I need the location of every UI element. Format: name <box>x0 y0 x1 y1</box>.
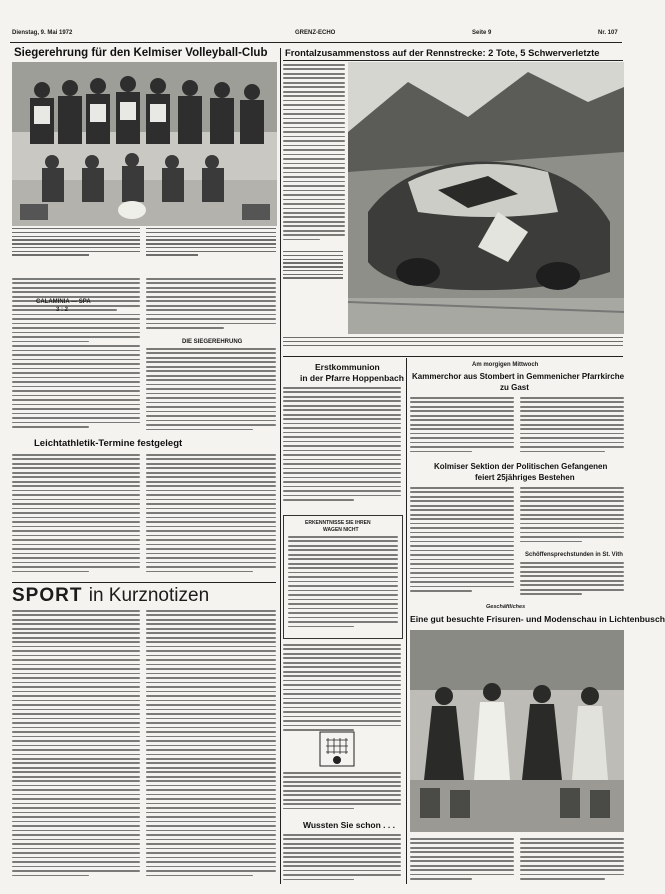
erstkommunion-headline-2: in der Pfarre Hoppenbach <box>300 373 404 383</box>
schoffen-headline: Schöffensprechstunden in St. Vith <box>525 552 623 558</box>
kammerchor-text-col-2 <box>520 397 624 459</box>
sport-headline-part-b: in Kurznotizen <box>88 585 210 606</box>
header-page: Seite 9 <box>472 30 492 36</box>
column-divider <box>280 48 281 884</box>
geschaeft-headline: Eine gut besuchte Frisuren- und Modenschau in Lichtenbusch <box>410 614 665 624</box>
erstkommunion-headline-1: Erstkommunion <box>315 362 380 372</box>
header-rule <box>10 42 622 43</box>
wagen-notice-title-1: ERKENNTNISSE SIE IHREN <box>305 520 371 526</box>
geschaeft-text-col-1 <box>410 838 514 888</box>
leichtathletik-headline: Leichtathletik-Termine festgelegt <box>34 438 183 449</box>
sport-text-col-1 <box>12 610 140 882</box>
kammerchor-headline-2: zu Gast <box>500 383 529 392</box>
frontal-rule <box>283 60 623 61</box>
wagen-notice-title-2: WAGEN NICHT <box>323 527 359 533</box>
frontal-photo-caption <box>283 337 623 351</box>
volleyball-text-col-2 <box>146 278 276 336</box>
sport-rule <box>12 582 276 583</box>
sport-kurznotizen-headline <box>12 585 209 607</box>
kolmiser-text-col-1 <box>410 487 514 599</box>
volleyball-photo-caption-2 <box>146 228 276 274</box>
siegerehrung-subhead: DIE SIEGEREHRUNG <box>182 339 243 345</box>
wagen-notice-text <box>288 536 398 636</box>
volleyball-photo-caption <box>12 228 140 274</box>
wussten-text <box>283 834 401 886</box>
siegerehrung-text <box>146 348 276 434</box>
frontal-text-col <box>283 64 345 248</box>
header-date: Dienstag, 9. Mai 1972 <box>12 30 73 36</box>
leichtathletik-text-col-2 <box>146 454 276 580</box>
header-paper-name: GRENZ-ECHO <box>295 30 336 36</box>
sport-headline-part-a: SPORT <box>12 585 83 606</box>
header-issue-number: Nr. 107 <box>598 30 618 36</box>
erstkommunion-text <box>283 387 401 511</box>
geschaeft-text-col-2 <box>520 838 624 888</box>
kolmiser-headline-1: Kolmiser Sektion der Politischen Gefangenen <box>434 462 608 471</box>
frontal-caption-side <box>283 251 343 291</box>
volleyball-match-label: CALAMINIA — SPA <box>36 299 91 305</box>
volleyball-continued-text <box>283 644 401 740</box>
leichtathletik-text-col-1 <box>12 454 140 580</box>
column-divider-2 <box>406 358 407 884</box>
volleyball-team-photo <box>12 62 277 226</box>
sport-text-col-2 <box>146 610 276 882</box>
kammerchor-text-col-1 <box>410 397 514 459</box>
wussten-headline: Wussten Sie schon . . . <box>303 820 395 830</box>
volleyball-net-icon <box>318 730 356 768</box>
frontal-bottom-rule <box>283 356 623 357</box>
schoffen-text <box>520 562 624 598</box>
volleyball-match-score: 3 : 2 <box>56 307 69 313</box>
kammerchor-kicker: Am morgigen Mittwoch <box>472 362 539 368</box>
page-header <box>10 30 622 42</box>
basket-text <box>283 772 401 816</box>
kammerchor-headline-1: Kammerchor aus Stombert in Gemmenicher Pfarrkirche <box>412 372 625 381</box>
fashion-show-photo <box>410 630 624 832</box>
kolmiser-text-col-2 <box>520 487 624 549</box>
frontal-headline: Frontalzusammenstoss auf der Rennstrecke: 2 Tote, 5 Schwerverletzte <box>285 47 600 58</box>
volleyball-headline: Siegerehrung für den Kelmiser Volleyball-Club <box>14 47 268 59</box>
car-crash-photo <box>348 62 624 334</box>
geschaeft-kicker: Geschäftliches <box>486 604 526 610</box>
kolmiser-headline-2: feiert 25jähriges Bestehen <box>475 473 575 482</box>
